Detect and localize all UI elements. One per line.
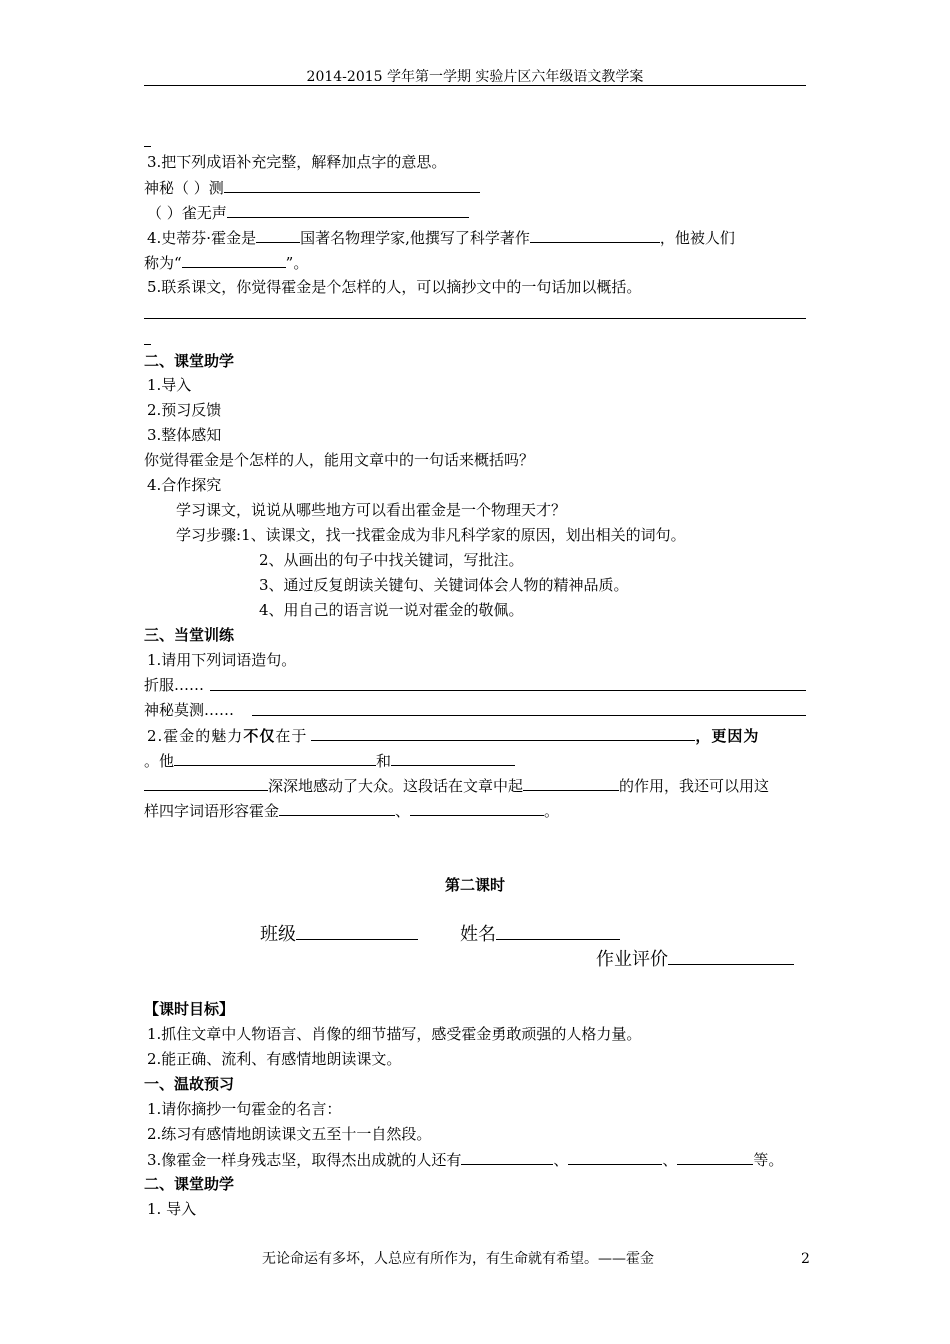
- q2-blank-2[interactable]: [174, 750, 376, 766]
- page-number: 2: [801, 1251, 810, 1267]
- practice-q2-row-3: [144, 775, 769, 796]
- overview-question: 你觉得霍金是个怎样的人，能用文章中的一句话来概括吗？: [144, 451, 535, 469]
- review-1: 1.请你摘抄一句霍金的名言：: [147, 1100, 342, 1118]
- name-label: 姓名: [460, 924, 496, 945]
- review-blank-1[interactable]: [461, 1149, 553, 1165]
- item-explore: 4.合作探究: [147, 476, 222, 494]
- step-2: 2、从画出的句子中找关键词，写批注。: [259, 551, 524, 569]
- section-3-heading: 三、当堂训练: [144, 626, 235, 644]
- idiom-1-row: [144, 177, 480, 198]
- name-row: [460, 922, 620, 947]
- practice-q2-row-2: [144, 750, 515, 771]
- review-blank-3[interactable]: [677, 1149, 753, 1165]
- q4-text-c: ，他被人们: [659, 229, 735, 247]
- item-preview: 2.预习反馈: [147, 401, 222, 419]
- idiom-2-blank[interactable]: [227, 202, 469, 218]
- eval-label: 作业评价: [596, 949, 668, 970]
- header-title: 2014-2015 学年第一学期 实验片区六年级语文教学案: [306, 69, 644, 85]
- step-4: 4、用自己的语言说一说对霍金的敬佩。: [259, 601, 524, 619]
- q2-blank-4[interactable]: [144, 775, 268, 791]
- q2-bold-1: 不仅: [243, 727, 276, 745]
- class-blank[interactable]: [296, 922, 418, 940]
- practice-q2-row: [147, 725, 759, 746]
- word-1: 折服……: [144, 676, 205, 694]
- review-heading: 一、温故预习: [144, 1075, 235, 1093]
- question-4-row-2: [144, 252, 308, 273]
- q4-text-b: 国著名物理学家,他撰写了科学著作: [300, 229, 530, 247]
- word-1-line[interactable]: [210, 690, 806, 691]
- q2-blank-7[interactable]: [410, 800, 544, 816]
- item-intro: 1.导入: [147, 376, 192, 394]
- review-2: 2.练习有感情地朗读课文五至十一自然段。: [147, 1125, 432, 1143]
- q4-blank-2[interactable]: [530, 227, 660, 243]
- step-3: 3、通过反复朗读关键句、关键词体会人物的精神品质。: [259, 576, 629, 594]
- review-sep-2: 、: [662, 1151, 678, 1169]
- goals-heading: 【课时目标】: [144, 1000, 235, 1018]
- q4-text-a: 4.史蒂芬·霍金是: [147, 229, 257, 247]
- q2-text-f: 的作用，我还可以用这: [619, 777, 770, 795]
- eval-blank[interactable]: [668, 947, 794, 965]
- class-label: 班级: [260, 924, 296, 945]
- steps-label: 学习步骤:: [176, 526, 242, 544]
- q2-text-g: 样四字词语形容霍金: [144, 802, 280, 820]
- word-2: 神秘莫测……: [144, 701, 235, 719]
- q2-text-c: 。他: [144, 752, 175, 770]
- name-blank[interactable]: [496, 922, 620, 940]
- eval-row: [596, 947, 794, 972]
- q4-text-d: 称为“: [144, 254, 182, 272]
- step-1: 1、读课文，找一找霍金成为非凡科学家的原因，划出相关的词句。: [241, 526, 686, 544]
- idiom-1-blank[interactable]: [224, 177, 480, 193]
- q2-blank-6[interactable]: [279, 800, 395, 816]
- q2-blank-5[interactable]: [523, 775, 619, 791]
- practice-q1: 1.请用下列词语造句。: [147, 651, 297, 669]
- section-2-heading: 二、课堂助学: [144, 352, 235, 370]
- q2-text-e: 深深地感动了大众。这段话在文章中起: [268, 777, 524, 795]
- dash-mark: [144, 344, 151, 345]
- header-rule: [144, 85, 806, 86]
- q2-text-h: 、: [395, 802, 411, 820]
- question-4-row: [147, 227, 735, 248]
- review-blank-2[interactable]: [568, 1149, 662, 1165]
- review-3-end: 等。: [753, 1151, 784, 1169]
- review-3-text: 3.像霍金一样身残志坚，取得杰出成就的人还有: [147, 1151, 462, 1169]
- section-2b-heading: 二、课堂助学: [144, 1175, 235, 1193]
- q4-text-e: ”。: [285, 254, 309, 272]
- answer-line[interactable]: [144, 318, 806, 319]
- q2-text-d: 和: [376, 752, 392, 770]
- q2-bold-2: ，更因为: [695, 727, 760, 745]
- review-3-row: [147, 1149, 783, 1170]
- question-5: 5.联系课文，你觉得霍金是个怎样的人，可以摘抄文中的一句话加以概括。: [147, 278, 642, 296]
- item-overview: 3.整体感知: [147, 426, 222, 444]
- idiom-2: （ ）雀无声: [147, 204, 227, 222]
- q2-text-i: 。: [544, 802, 560, 820]
- word-2-line[interactable]: [252, 715, 806, 716]
- q4-blank-3[interactable]: [182, 252, 286, 268]
- goal-2: 2.能正确、流利、有感情地朗读课文。: [147, 1050, 402, 1068]
- idiom-1: 神秘（ ）测: [144, 179, 224, 197]
- q4-blank-1[interactable]: [256, 227, 300, 243]
- q2-text-a: 2.霍金的魅力: [147, 727, 244, 745]
- lesson-2-title: 第二课时: [444, 876, 505, 894]
- review-sep-1: 、: [553, 1151, 569, 1169]
- dash-mark: [144, 146, 151, 147]
- steps-row: [176, 525, 686, 545]
- goal-1: 1.抓住文章中人物语言、肖像的细节描写，感受霍金勇敢顽强的人格力量。: [147, 1025, 642, 1043]
- explore-question: 学习课文，说说从哪些地方可以看出霍金是一个物理天才？: [176, 501, 567, 519]
- item-intro-2: 1. 导入: [147, 1200, 197, 1218]
- practice-q2-row-4: [144, 800, 559, 821]
- idiom-2-row: [147, 202, 469, 223]
- question-3: 3.把下列成语补充完整，解释加点字的意思。: [147, 153, 447, 171]
- footer-quote: 无论命运有多坏，人总应有所作为，有生命就有希望。——霍金: [262, 1251, 654, 1267]
- q2-text-b: 在于: [275, 727, 308, 745]
- class-row: [260, 922, 418, 947]
- q2-blank-3[interactable]: [391, 750, 515, 766]
- q2-blank-1[interactable]: [311, 725, 695, 741]
